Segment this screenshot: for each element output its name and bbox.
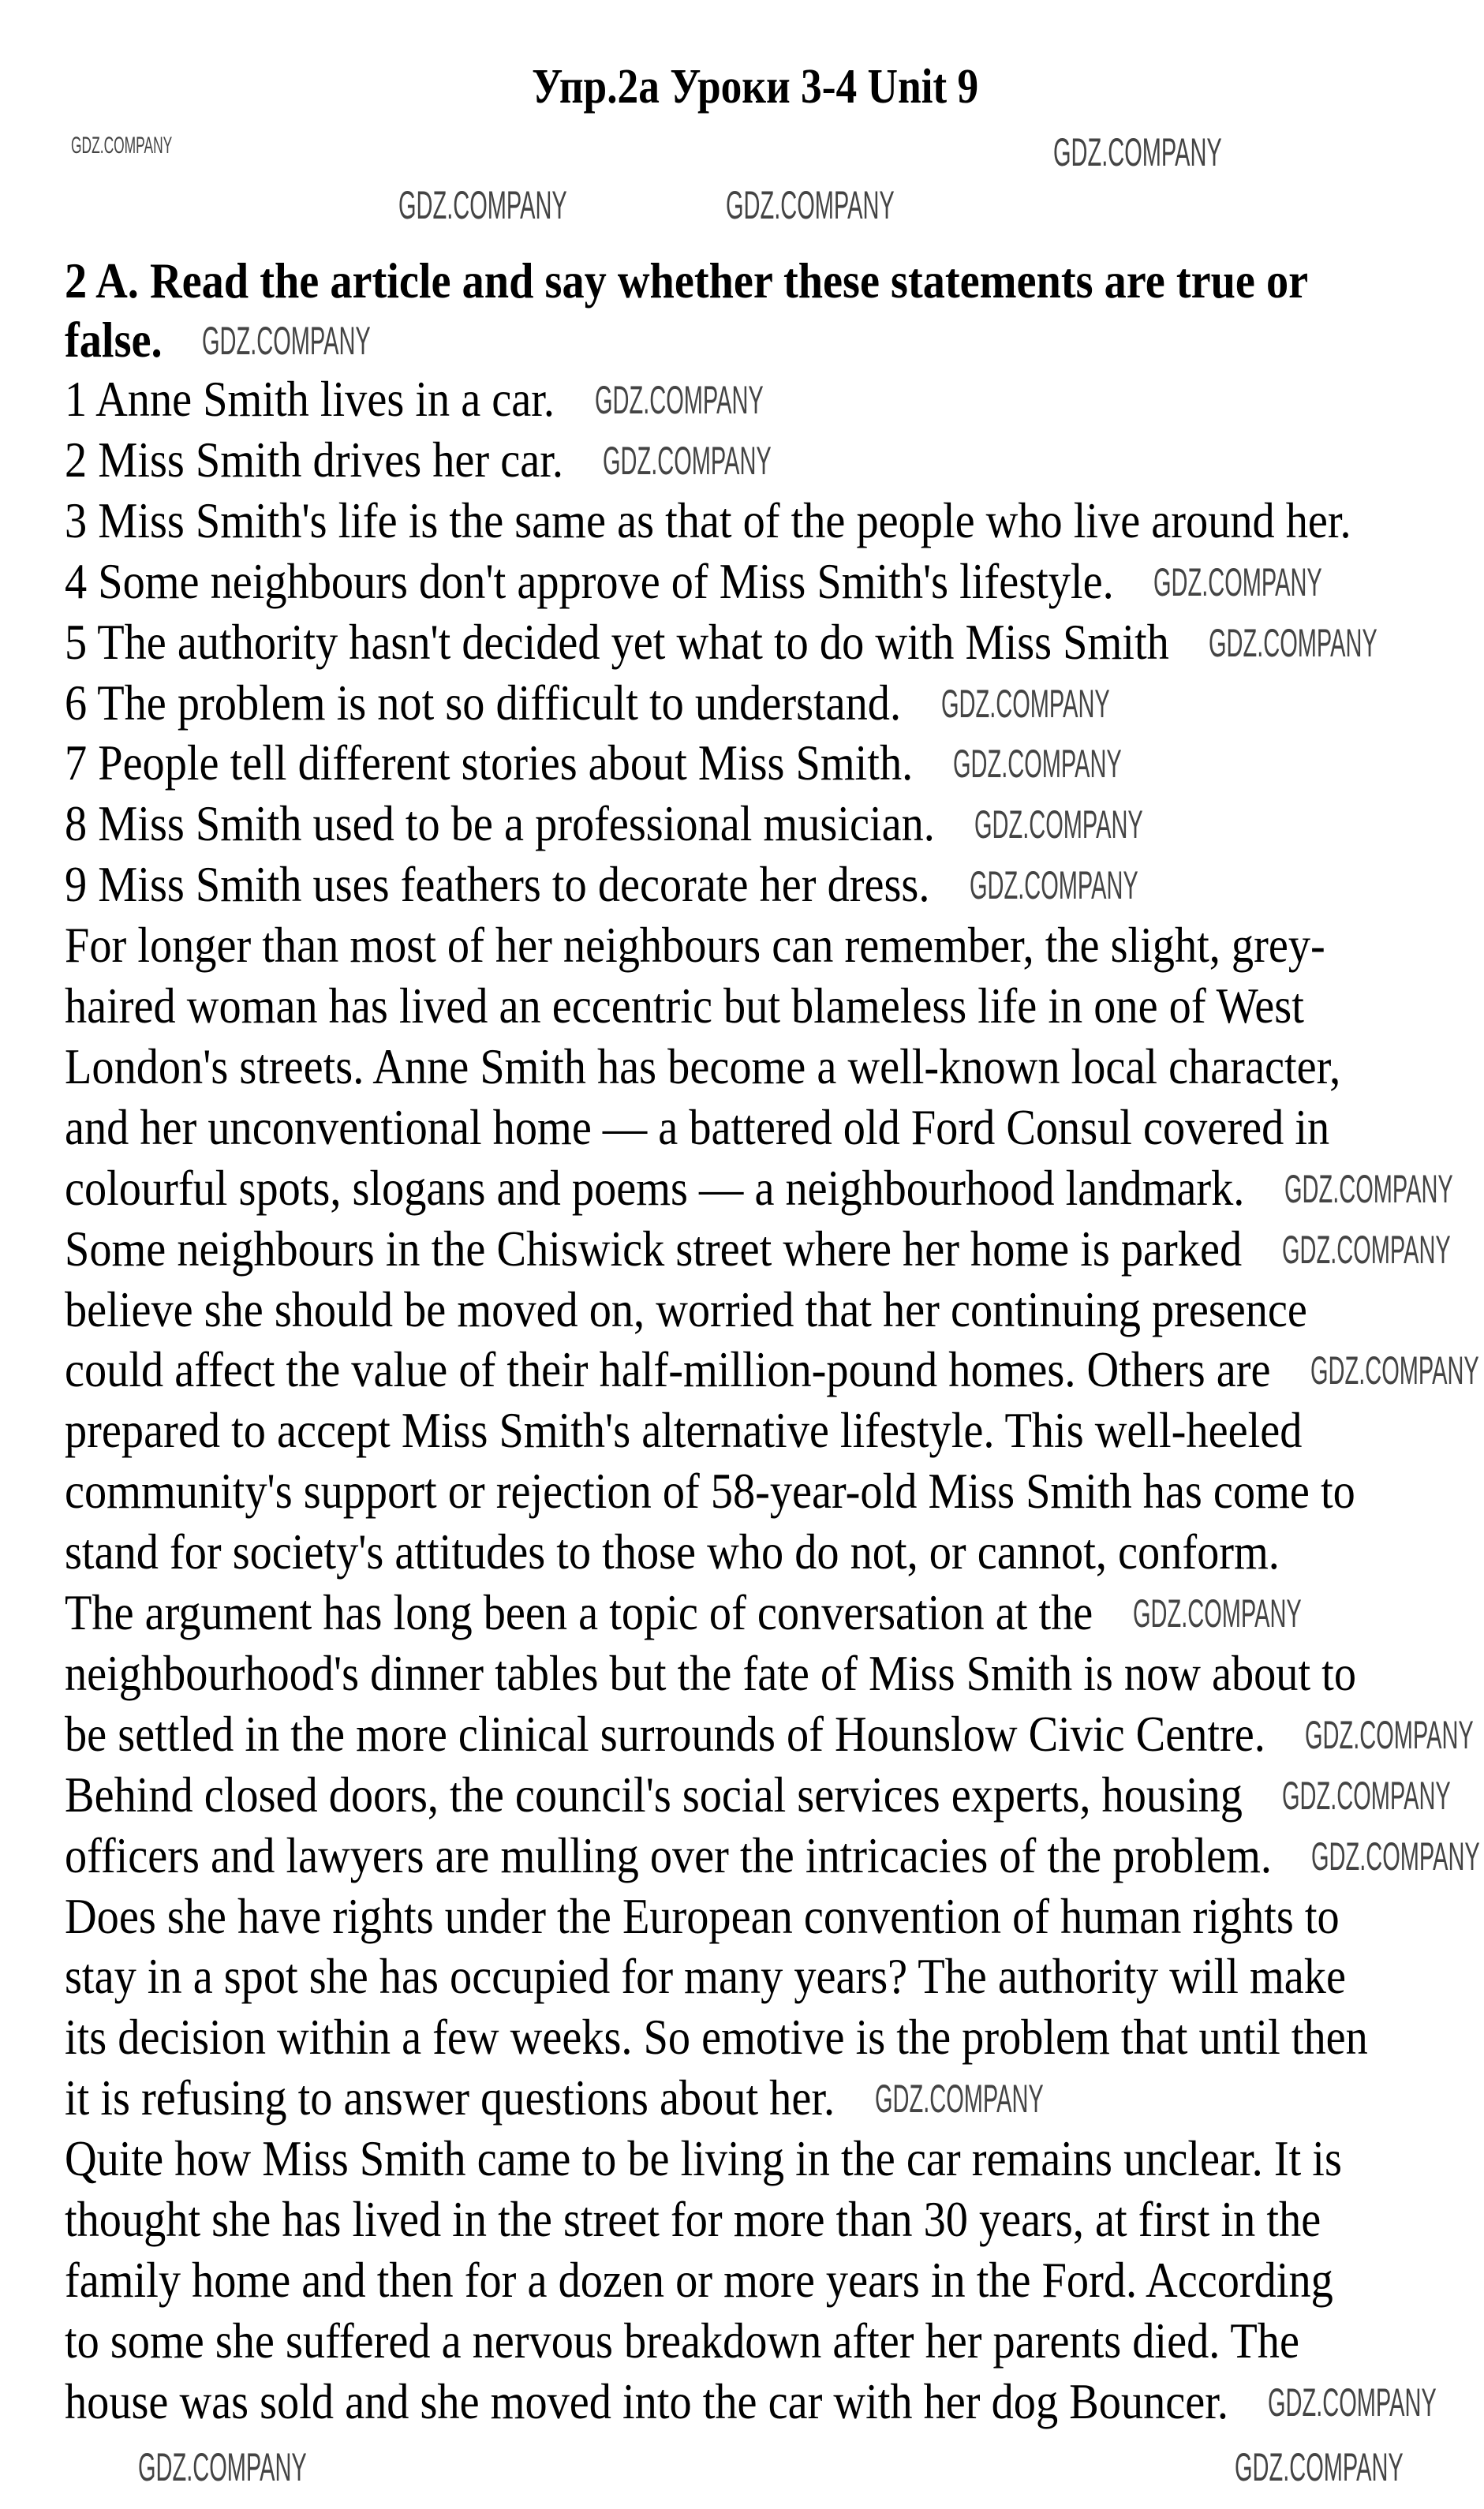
watermark-text: GDZ.COMPANY — [202, 319, 371, 363]
article-line: and her unconventional home — a battered old Ford Consul covered in — [65, 1098, 1330, 1155]
statement-item: 4 Some neighbours don't approve of Miss Smith's lifestyle. — [65, 552, 1114, 609]
page-title — [495, 57, 989, 117]
article-line: colourful spots, slogans and poems — a neighbourhood landmark. — [65, 1159, 1245, 1216]
article-line: The argument has long been a topic of conversation at the — [65, 1584, 1093, 1640]
article-line: believe she should be moved on, worried that her continuing presence — [65, 1281, 1307, 1337]
article-line: stand for society's attitudes to those who do not, or cannot, conform. — [65, 1524, 1280, 1580]
article-line: its decision within a few weeks. So emotive is the problem that until then — [65, 2009, 1368, 2066]
statement-item: 9 Miss Smith uses feathers to decorate her dress. — [65, 856, 930, 913]
statement-item: 1 Anne Smith lives in a car. — [65, 371, 555, 427]
page-title-text: Упр.2a Уроки 3-4 Unit 9 — [532, 60, 979, 114]
statement-item: 8 Miss Smith used to be a professional musician. — [65, 795, 935, 852]
statement-item: 2 Miss Smith drives her car. — [65, 431, 563, 488]
watermark-text: GDZ.COMPANY — [71, 133, 173, 159]
watermark-text: GDZ.COMPANY — [953, 742, 1122, 786]
watermark-text: GDZ.COMPANY — [1310, 1348, 1479, 1393]
article-line: Does she have rights under the European convention of human rights to — [65, 1887, 1340, 1944]
task-instruction: false. — [65, 312, 163, 368]
watermark-text: GDZ.COMPANY — [595, 378, 764, 422]
article-line: prepared to accept Miss Smith's alternative lifestyle. This well-heeled — [65, 1402, 1303, 1459]
watermark-text: GDZ.COMPANY — [398, 183, 567, 227]
article-line: stay in a spot she has occupied for many years? The authority will make — [65, 1948, 1346, 2005]
article-line: family home and then for a dozen or more years in the Ford. According — [65, 2251, 1333, 2308]
watermark-text: GDZ.COMPANY — [970, 863, 1138, 907]
article-line: house was sold and she moved into the car with her dog Bouncer. — [65, 2373, 1228, 2429]
watermark-text: GDZ.COMPANY — [1268, 2380, 1437, 2425]
watermark-text: GDZ.COMPANY — [875, 2077, 1044, 2121]
article-line: could affect the value of their half-million-pound homes. Others are — [65, 1341, 1271, 1398]
watermark-text: GDZ.COMPANY — [1284, 1167, 1453, 1211]
article-line: community's support or rejection of 58-year-old Miss Smith has come to — [65, 1463, 1355, 1520]
watermark-text: GDZ.COMPANY — [1282, 1228, 1451, 1272]
watermark-text: GDZ.COMPANY — [941, 682, 1110, 726]
watermark-text: GDZ.COMPANY — [1153, 560, 1322, 604]
watermark-text: GDZ.COMPANY — [1209, 621, 1377, 665]
watermark-text: GDZ.COMPANY — [138, 2445, 307, 2489]
article-line: thought she has lived in the street for more than 30 years, at first in the — [65, 2191, 1321, 2247]
article-line: be settled in the more clinical surrounds of Hounslow Civic Centre. — [65, 1705, 1265, 1762]
article-line: Quite how Miss Smith came to be living in the car remains unclear. It is — [65, 2130, 1342, 2187]
article-line: it is refusing to answer questions about her. — [65, 2070, 835, 2126]
watermark-text: GDZ.COMPANY — [1133, 1591, 1302, 1636]
statement-item: 6 The problem is not so difficult to understand. — [65, 674, 902, 731]
watermark-text: GDZ.COMPANY — [1311, 1834, 1480, 1879]
statement-item: 3 Miss Smith's life is the same as that of the people who live around her. — [65, 492, 1351, 548]
watermark-text: GDZ.COMPANY — [1305, 1713, 1474, 1757]
statement-item: 7 People tell different stories about Miss Smith. — [65, 735, 914, 791]
watermark-text: GDZ.COMPANY — [1235, 2445, 1404, 2489]
article-line: For longer than most of her neighbours can remember, the slight, grey- — [65, 917, 1325, 974]
watermark-text: GDZ.COMPANY — [1282, 1774, 1451, 1818]
statement-item: 5 The authority hasn't decided yet what to do with Miss Smith — [65, 613, 1169, 670]
task-instruction: 2 A. Read the article and say whether these statements are true or — [65, 252, 1309, 308]
article-line: to some she suffered a nervous breakdown after her parents died. The — [65, 2312, 1299, 2369]
watermark-text: GDZ.COMPANY — [1053, 130, 1222, 174]
watermark-text: GDZ.COMPANY — [603, 439, 772, 483]
article-line: Some neighbours in the Chiswick street where her home is parked — [65, 1220, 1243, 1277]
article-line: haired woman has lived an eccentric but blameless life in one of West — [65, 978, 1304, 1034]
article-line: neighbourhood's dinner tables but the fate of Miss Smith is now about to — [65, 1644, 1356, 1701]
article-line: London's streets. Anne Smith has become a well-known local character, — [65, 1038, 1341, 1094]
watermark-text: GDZ.COMPANY — [726, 183, 895, 227]
watermark-text: GDZ.COMPANY — [974, 802, 1143, 847]
article-line: Behind closed doors, the council's social services experts, housing — [65, 1766, 1243, 1823]
article-line: officers and lawyers are mulling over the intricacies of the problem. — [65, 1827, 1272, 1883]
